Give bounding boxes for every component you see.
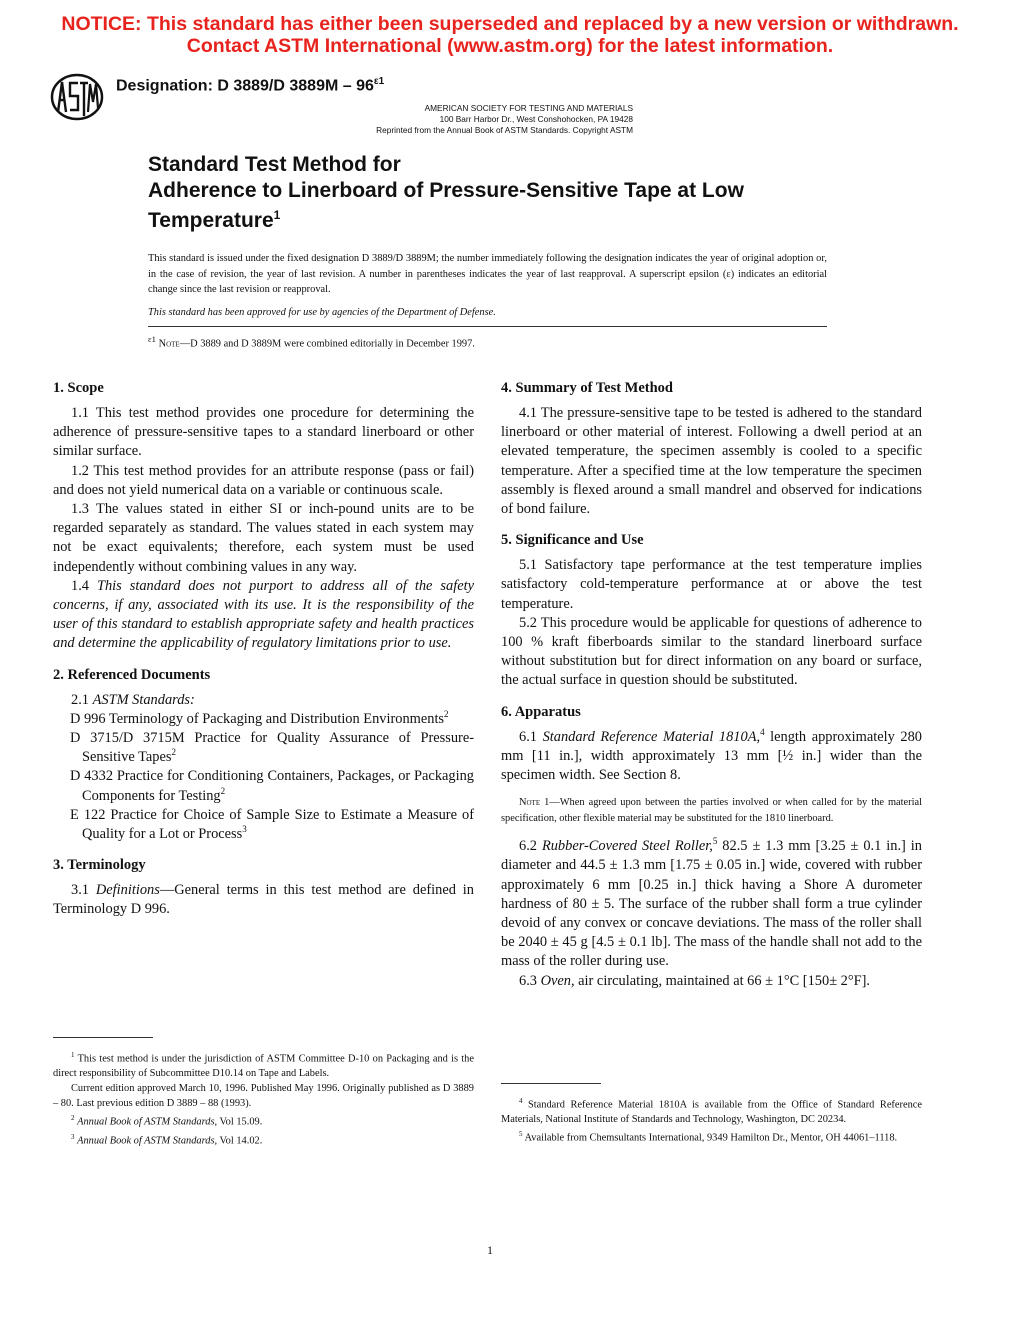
paragraph-1-4: 1.4 This standard does not purport to address all of the safety concerns, if any, associated with its use. It is the responsibility of the user of this standard to establish appropriate safety and health practices and determine the applicability of regulatory limitations prior to use. bbox=[53, 577, 474, 652]
section-heading-referenced-documents: 2. Referenced Documents bbox=[53, 666, 211, 683]
footnote-5: $^5$ Available from Chemsultants International, 9349 Hamilton Dr., Mentor, OH 44061–1118. bbox=[519, 1130, 898, 1144]
dod-approval: This standard has been approved for use by agencies of the Department of Defense. bbox=[148, 307, 496, 318]
paragraph-5-1: 5.1 Satisfactory tape performance at the test temperature implies satisfactory cold-temperature performance at or above the test temperature. bbox=[501, 557, 922, 612]
left-footnotes bbox=[53, 1037, 474, 1148]
header-divider bbox=[148, 326, 827, 327]
publisher-block bbox=[376, 103, 633, 136]
paragraph-1-2: 1.2 This test method provides for an attribute response (pass or fail) and does not yield numerical data on a variable or continuous scale. bbox=[53, 462, 474, 498]
editorial-note: $^{\varepsilon 1}$ Note—D 3889 and D 3889M were combined editorially in December 1997. bbox=[148, 334, 475, 350]
section-heading-apparatus: 6. Apparatus bbox=[501, 703, 581, 720]
right-footnotes bbox=[501, 1083, 922, 1146]
reference-item: D 3715/D 3715M Practice for Quality Assurance of Pressure-Sensitive Tapes$^2$ bbox=[70, 730, 474, 766]
paragraph-5-2: 5.2 This procedure would be applicable for questions of adherence to 100 % kraft fiberboards similar to the standard linerboard surface without substitution but for direct information on any board or surface, the actual surface in question should be substituted. bbox=[501, 614, 922, 689]
paragraph-1-3: 1.3 The values stated in either SI or inch-pound units are to be regarded separately as standard. The values stated in each system may not be exact equivalents; therefore, each system must be used independently without combining values in any way. bbox=[53, 501, 474, 575]
right-column bbox=[501, 379, 922, 991]
footnote-2: $^2$ Annual Book of ASTM Standards, Vol 15.09. bbox=[71, 1114, 263, 1128]
paragraph-6-1: 6.1 Standard Reference Material 1810A,$^4$ length approximately 280 mm [11 in.], width approximately 13 mm [½ in.] wider than the specimen width. See Section 8. bbox=[501, 726, 922, 784]
page-number: 1 bbox=[487, 1243, 493, 1257]
note-1: Note 1—When agreed upon between the parties involved or when called for by the material specification, other flexible material may be substituted for the 1810 linerboard. bbox=[501, 797, 922, 825]
paragraph-3-1: 3.1 Definitions—General terms in this test method are defined in Terminology D 996. bbox=[53, 882, 474, 918]
supersession-notice: NOTICE: This standard has either been superseded and replaced by a new version or withdrawn. Contact ASTM International (www.astm.org) for the latest information. bbox=[61, 13, 959, 57]
document-title bbox=[148, 152, 848, 234]
paragraph-6-3: 6.3 Oven, air circulating, maintained at 66 ± 1°C [150± 2°F]. bbox=[519, 972, 871, 989]
paragraph-6-2: 6.2 Rubber-Covered Steel Roller,$^5$ 82.5 ± 1.3 mm [3.25 ± 0.1 in.] in diameter and 44.5 ± 1.3 mm [1.75 ± 0.05 in.] wide, covered with rubber approximately 6 mm [0.25 in.] thick having a Shore A durometer hardness of 80 ± 5. The surface of the rubber shall form a true cylinder devoid of any convex or concave deviations. The mass of the roller shall be 2040 ± 45 g [4.5 ± 0.1 lb]. The mass of the handle shall not add to the mass of the roller during use. bbox=[501, 836, 922, 970]
org-name: AMERICAN SOCIETY FOR TESTING AND MATERIALS bbox=[424, 103, 633, 113]
reference-item: D 996 Terminology of Packaging and Distribution Environments$^2$ bbox=[70, 709, 449, 727]
org-address: 100 Barr Harbor Dr., West Conshohocken, PA 19428 bbox=[439, 114, 633, 124]
section-heading-significance: 5. Significance and Use bbox=[501, 532, 644, 549]
footnote-1-edition: Current edition approved March 10, 1996. Published May 1996. Originally published as D 3889 – 80. Last previous edition D 3889 – 88 (1993). bbox=[53, 1083, 474, 1110]
reference-item: E 122 Practice for Choice of Sample Size to Estimate a Measure of Quality for a Lot or Process$^3$ bbox=[70, 806, 474, 843]
title-line-1: Standard Test Method for bbox=[148, 153, 401, 176]
astm-logo-icon bbox=[50, 72, 104, 122]
footnote-3: $^3$ Annual Book of ASTM Standards, Vol 14.02. bbox=[71, 1132, 263, 1147]
issuance-statement: This standard is issued under the fixed designation D 3889/D 3889M; the number immediately following the designation indicates the year of original adoption or, in the case of revision, the year of last revision. A number in parentheses indicates the year of last reapproval. A superscript epsilon (ε) indicates an editorial change since the last revision or reapproval. bbox=[148, 253, 827, 295]
footnote-1: $^1$ This test method is under the jurisdiction of ASTM Committee D-10 on Packaging and is the direct responsibility of Subcommittee D10.14 on Tape and Labels. bbox=[53, 1051, 474, 1080]
designation: Designation: D 3889/D $3889M - 96^{\varepsilon 1}$ bbox=[116, 76, 385, 95]
section-heading-summary: 4. Summary of Test Method bbox=[501, 380, 673, 396]
title-line-3: Temperature$^1$ bbox=[148, 208, 281, 232]
paragraph-2-1: 2.1 ASTM Standards: bbox=[71, 691, 195, 708]
paragraph-4-1: 4.1 The pressure-sensitive tape to be tested is adhered to the standard linerboard or other material of interest. Following a dwell period at an elevated temperature, the specimen assembly is cooled to a specific temperature. After a specified time at the low temperature the specimen assembly is flexed around a small mandrel and observed for indications of bond failure. bbox=[501, 405, 922, 518]
section-heading-terminology: 3. Terminology bbox=[53, 857, 146, 874]
title-line-2: Adherence to Linerboard of Pressure-Sensitive Tape at Low bbox=[148, 178, 744, 202]
footnote-4: $^4$ Standard Reference Material 1810A is available from the Office of Standard Reference Materials, National Institute of Standards and Technology, Washington, DC 20234. bbox=[501, 1097, 922, 1126]
section-heading-scope: 1. Scope bbox=[53, 380, 104, 396]
paragraph-1-1: 1.1 This test method provides one procedure for determining the adherence of pressure-sensitive tapes to a standard linerboard or other similar surface. bbox=[53, 405, 474, 460]
reprint-line: Reprinted from the Annual Book of ASTM Standards. Copyright ASTM bbox=[376, 125, 633, 135]
left-column bbox=[53, 379, 474, 920]
reference-item: D 4332 Practice for Conditioning Containers, Packages, or Packaging Components for Testing$^2$ bbox=[70, 768, 474, 804]
